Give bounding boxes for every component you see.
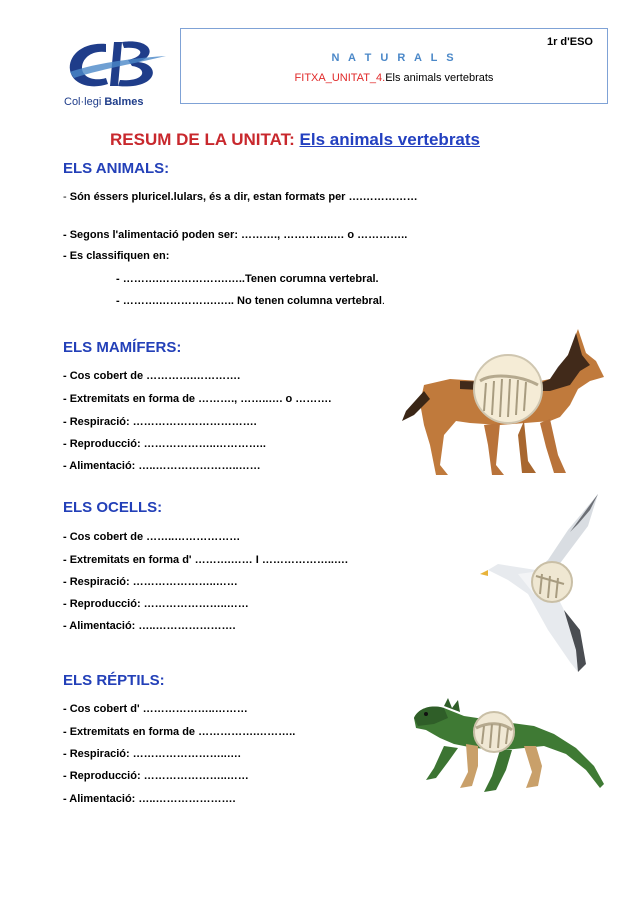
section-mamifers-heading: ELS MAMÍFERS: xyxy=(63,339,182,356)
header-box xyxy=(180,28,608,104)
mamifers-line: - Cos cobert de ………….…………. xyxy=(63,370,241,382)
section-ocells-heading: ELS OCELLS: xyxy=(63,499,163,516)
animals-line-2: - Segons l'alimentació poden ser: ………., …………..… o ………….. xyxy=(63,229,408,241)
section-animals-heading: ELS ANIMALS: xyxy=(63,160,170,177)
subject-label: N A T U R A L S xyxy=(331,52,457,64)
reptils-line: - Alimentació: …..…………………. xyxy=(63,793,236,805)
reptils-line: - Cos cobert d' ………………..……… xyxy=(63,703,248,715)
dog-skeleton-image xyxy=(400,325,605,480)
reptils-line: - Reproducció: …………………..…… xyxy=(63,770,249,782)
cb-logo-icon xyxy=(62,34,172,94)
lizard-skeleton-image xyxy=(404,688,608,800)
school-logo xyxy=(62,34,172,114)
seagull-skeleton-image xyxy=(478,490,606,675)
title-link[interactable]: Els animals vertebrats xyxy=(299,130,480,149)
grade-label: 1r d'ESO xyxy=(546,36,593,48)
animals-line-3: - Es classifiquen en: xyxy=(63,250,170,262)
reptils-line: - Extremitats en forma de …………….……….. xyxy=(63,726,296,738)
mamifers-line: - Alimentació: …..…………………..…… xyxy=(63,460,261,472)
mamifers-line: - Respiració: ……………………………. xyxy=(63,416,257,428)
mamifers-line: - Extremitats en forma de ………., ……..…. o ………. xyxy=(63,393,332,405)
ocells-line: - Reproducció: …………………..…… xyxy=(63,598,249,610)
logo-text: Col·legi Balmes xyxy=(64,96,144,108)
animals-line-4: - ……….……………….…..Tenen corumna vertebral. xyxy=(116,273,379,285)
animals-line-1: - Són éssers pluricel.lulars, és a dir, estan formats per ….…………… xyxy=(63,191,418,203)
ocells-line: - Respiració: …………………..…… xyxy=(63,576,238,588)
ocells-line: - Alimentació: …..…………………. xyxy=(63,620,236,632)
ocells-line: - Extremitats en forma d' ……….…… I ………………..…. xyxy=(63,554,348,566)
ocells-line: - Cos cobert de ……..……………… xyxy=(63,531,241,543)
fitxa-label xyxy=(181,72,607,84)
section-reptils-heading: ELS RÉPTILS: xyxy=(63,672,165,689)
mamifers-line: - Reproducció: ………………..………….. xyxy=(63,438,266,450)
animals-line-5: - ……….…………….….. No tenen columna vertebral. xyxy=(116,295,385,307)
page-title: RESUM DE LA UNITAT: Els animals vertebrats xyxy=(110,130,480,149)
fitxa-code: FITXA_UNITAT_4. xyxy=(294,72,386,84)
fitxa-title: Els animals vertebrats xyxy=(385,72,494,84)
reptils-line: - Respiració: ……………………..…. xyxy=(63,748,241,760)
